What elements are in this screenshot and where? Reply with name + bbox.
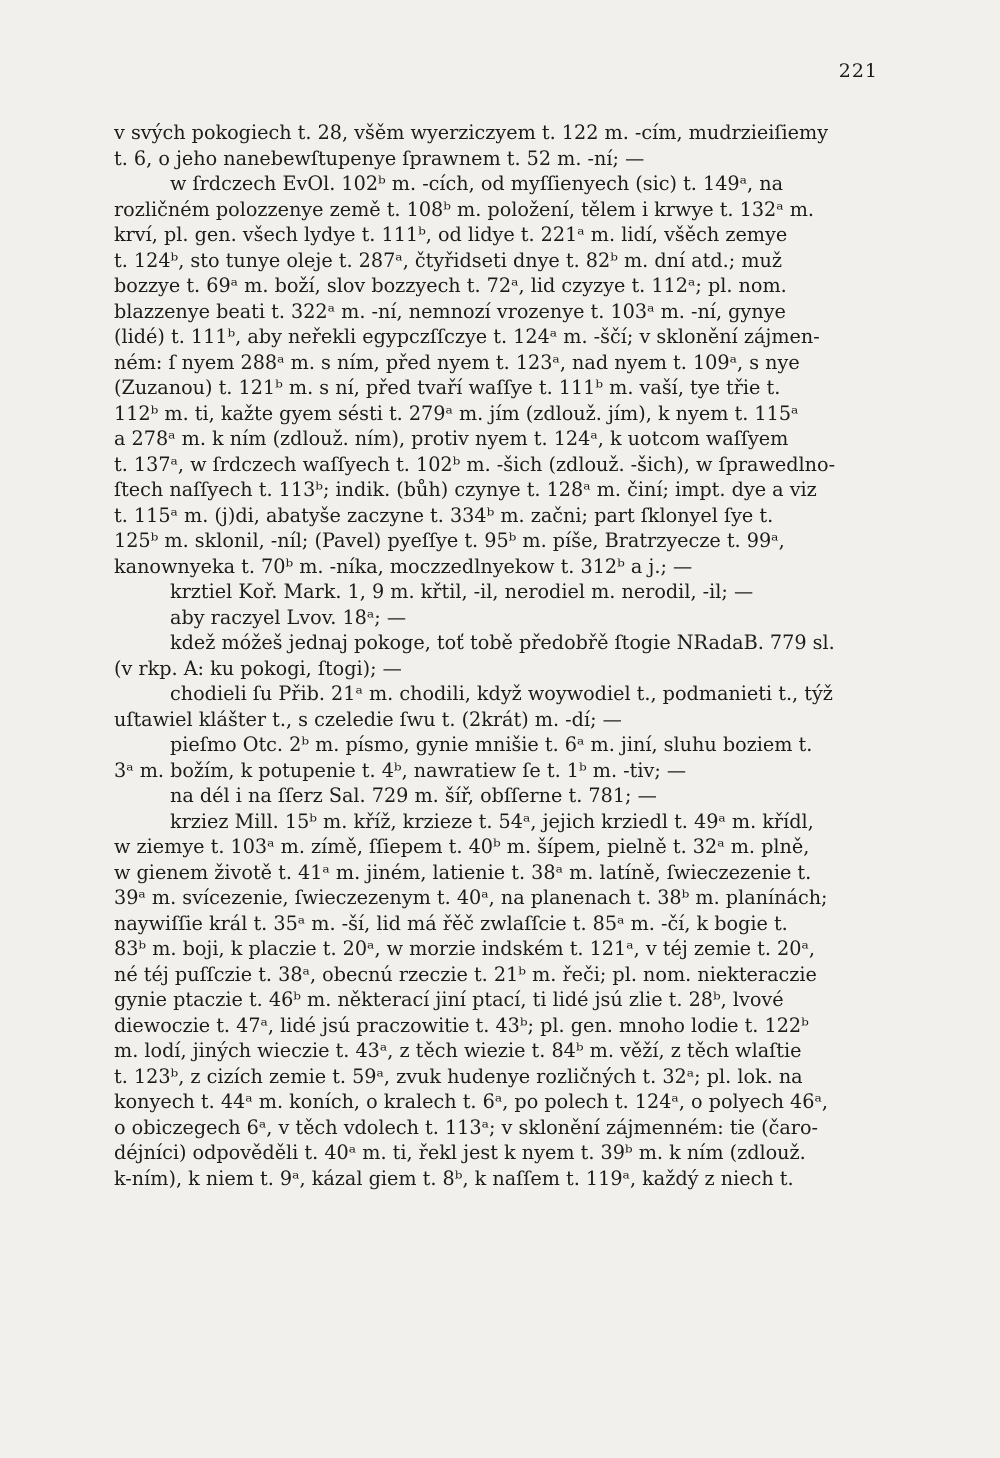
text-line: t. 123ᵇ, z cizích zemie t. 59ᵃ, zvuk hudenye rozličných t. 32ᵃ; pl. lok. na (114, 1064, 803, 1088)
text-line: krztiel Kоř. Mark. 1, 9 m. křtil, -il, nerodiel m. nerodil, -il; — (170, 580, 754, 603)
text-line: konyech t. 44ᵃ m. koních, o kralech t. 6ᵃ, po polech t. 124ᵃ, o polyech 46ᵃ, (114, 1090, 828, 1113)
text-line: aby raczyel Lvov. 18ᵃ; — (170, 605, 407, 629)
text-line: t. 124ᵇ, sto tunye oleje t. 287ᵃ, čtyřidseti dnye t. 82ᵇ m. dní atd.; muž (114, 248, 783, 272)
text-line: (v rkp. A: ku pokogi, ſtogi); — (114, 656, 402, 680)
text-line: o obiczegech 6ᵃ, v těch vdolech t. 113ᵃ; v sklonění zájmenném: tie (čaro- (114, 1115, 819, 1139)
text-line: v svých pokogiech t. 28, všěm wyerziczyem t. 122 m. -cím, mudrzieiſiemy (114, 121, 829, 144)
text-line: bozzye t. 69ᵃ m. boží, slov bozzyech t. 72ᵃ, lid czyzye t. 112ᵃ; pl. nom. (114, 274, 787, 297)
text-line: ſtech naſſyech t. 113ᵇ; indik. (bůh) czynye t. 128ᵃ m. činí; impt. dye a viz (114, 478, 817, 501)
page-number: 221 (838, 60, 878, 82)
text-line: krziez Mill. 15ᵇ m. kříž, krzieze t. 54ᵃ, jejich krziedl t. 49ᵃ m. křídl, (170, 809, 814, 833)
text-line: t. 137ᵃ, w ſrdczech waſſyech t. 102ᵇ m. -šich (zdlouž. -šich), w ſprawedlno- (114, 452, 836, 476)
text-line: chodieli ſu Přib. 21ᵃ m. chodili, když woywodiel t., podmanieti t., týž (170, 682, 833, 705)
text-line: uſtawiel klášter t., s czeledie ſwu t. (2krát) m. -dí; — (114, 707, 622, 731)
text-line: ném: ſ nyem 288ᵃ m. s ním, před nyem t. 123ᵃ, nad nyem t. 109ᵃ, s nye (114, 350, 800, 374)
text-line: né téj puſſczie t. 38ᵃ, obecnú rzeczie t. 21ᵇ m. řeči; pl. nom. niekteraczie (114, 962, 817, 986)
text-line: (lidé) t. 111ᵇ, aby neřekli egypczſſczye t. 124ᵃ m. -ščí; v sklonění zájmen- (114, 325, 820, 348)
text-line: w ſrdczech EvOl. 102ᵇ m. -cích, od myſſienyech (sic) t. 149ᵃ, na (170, 172, 784, 195)
text-line: gynie ptaczie t. 46ᵇ m. některací jiní ptací, ti lidé jsú zlie t. 28ᵇ, lvové (114, 988, 784, 1011)
text-line: w ziemye t. 103ᵃ m. zímě, ſſiepem t. 40ᵇ m. šípem, pielně t. 32ᵃ m. plně, (114, 835, 810, 858)
text-line: pieſmo Otc. 2ᵇ m. písmo, gynie mnišie t. 6ᵃ m. jiní, sluhu boziem t. (170, 733, 813, 756)
text-line: 112ᵇ m. ti, kažte gyem sésti t. 279ᵃ m. jím (zdlouž. jím), k nyem t. 115ᵃ (114, 401, 799, 425)
text-line: t. 6, o jeho nanebewſtupenye ſprawnem t. 52 m. -ní; — (114, 146, 645, 170)
text-line: t. 115ᵃ m. (j)di, abatyše zaczyne t. 334ᵇ m. začni; part ſklonyel ſye t. (114, 503, 774, 527)
text-line: naywiſſie král t. 35ᵃ m. -ší, lid má řěč zwlaſſcie t. 85ᵃ m. -čí, k bogie t. (114, 911, 788, 935)
text-line: blazzenye beati t. 322ᵃ m. -ní, nemnozí vrozenye t. 103ᵃ m. -ní, gynye (114, 299, 786, 323)
text-line: krví, pl. gen. všech lydye t. 111ᵇ, od lidye t. 221ᵃ m. lidí, všěch zemye (114, 223, 788, 246)
text-line: (Zuzanou) t. 121ᵇ m. s ní, před tvaří waſſye t. 111ᵇ m. vaší, tye třie t. (114, 376, 781, 399)
text-line: 125ᵇ m. sklonil, -níl; (Pavel) pyeſſye t. 95ᵇ m. píše, Bratrzyecze t. 99ᵃ, (114, 529, 785, 552)
text-line: rozličném polozzenye země t. 108ᵇ m. položení, tělem i krwye t. 132ᵃ m. (114, 197, 815, 221)
text-line: 83ᵇ m. boji, k placzie t. 20ᵃ, w morzie indském t. 121ᵃ, v téj zemie t. 20ᵃ, (114, 937, 815, 960)
text-line: a 278ᵃ m. k ním (zdlouž. ním), protiv nyem t. 124ᵃ, k uotcom waſſyem (114, 427, 789, 450)
text-line: déjníci) odpověděli t. 40ᵃ m. ti, řekl jest k nyem t. 39ᵇ m. k ním (zdlouž. (114, 1141, 806, 1164)
text-line: m. lodí, jiných wieczie t. 43ᵃ, z těch wiezie t. 84ᵇ m. věží, z těch wlaſtie (114, 1039, 802, 1062)
text-line: diewoczie t. 47ᵃ, lidé jsú praczowitie t. 43ᵇ; pl. gen. mnoho lodie t. 122ᵇ (114, 1013, 809, 1037)
text-line: 39ᵃ m. svícezenie, ſwieczezenym t. 40ᵃ, na planenach t. 38ᵇ m. planínách; (114, 886, 828, 909)
text-line: na dél i na ſſerz Sal. 729 m. šíř, obſſerne t. 781; — (170, 784, 657, 807)
text-line: k-ním), k niem t. 9ᵃ, kázal giem t. 8ᵇ, k naſſem t. 119ᵃ, každý z niech t. (114, 1166, 794, 1190)
text-line: kanownyeka t. 70ᵇ m. -níka, moczzedlnyekow t. 312ᵇ a j.; — (114, 554, 693, 578)
text-line: 3ᵃ m. božím, k potupenie t. 4ᵇ, nawratiew ſe t. 1ᵇ m. -tiv; — (114, 758, 687, 782)
text-line: w gienem životě t. 41ᵃ m. jiném, latienie t. 38ᵃ m. latíně, ſwieczezenie t. (114, 860, 812, 884)
text-block (114, 120, 892, 1191)
text-line: kdež móžeš jednaj pokoge, toť tobě předobřě ſtogie NRadaB. 779 sl. (170, 631, 835, 654)
